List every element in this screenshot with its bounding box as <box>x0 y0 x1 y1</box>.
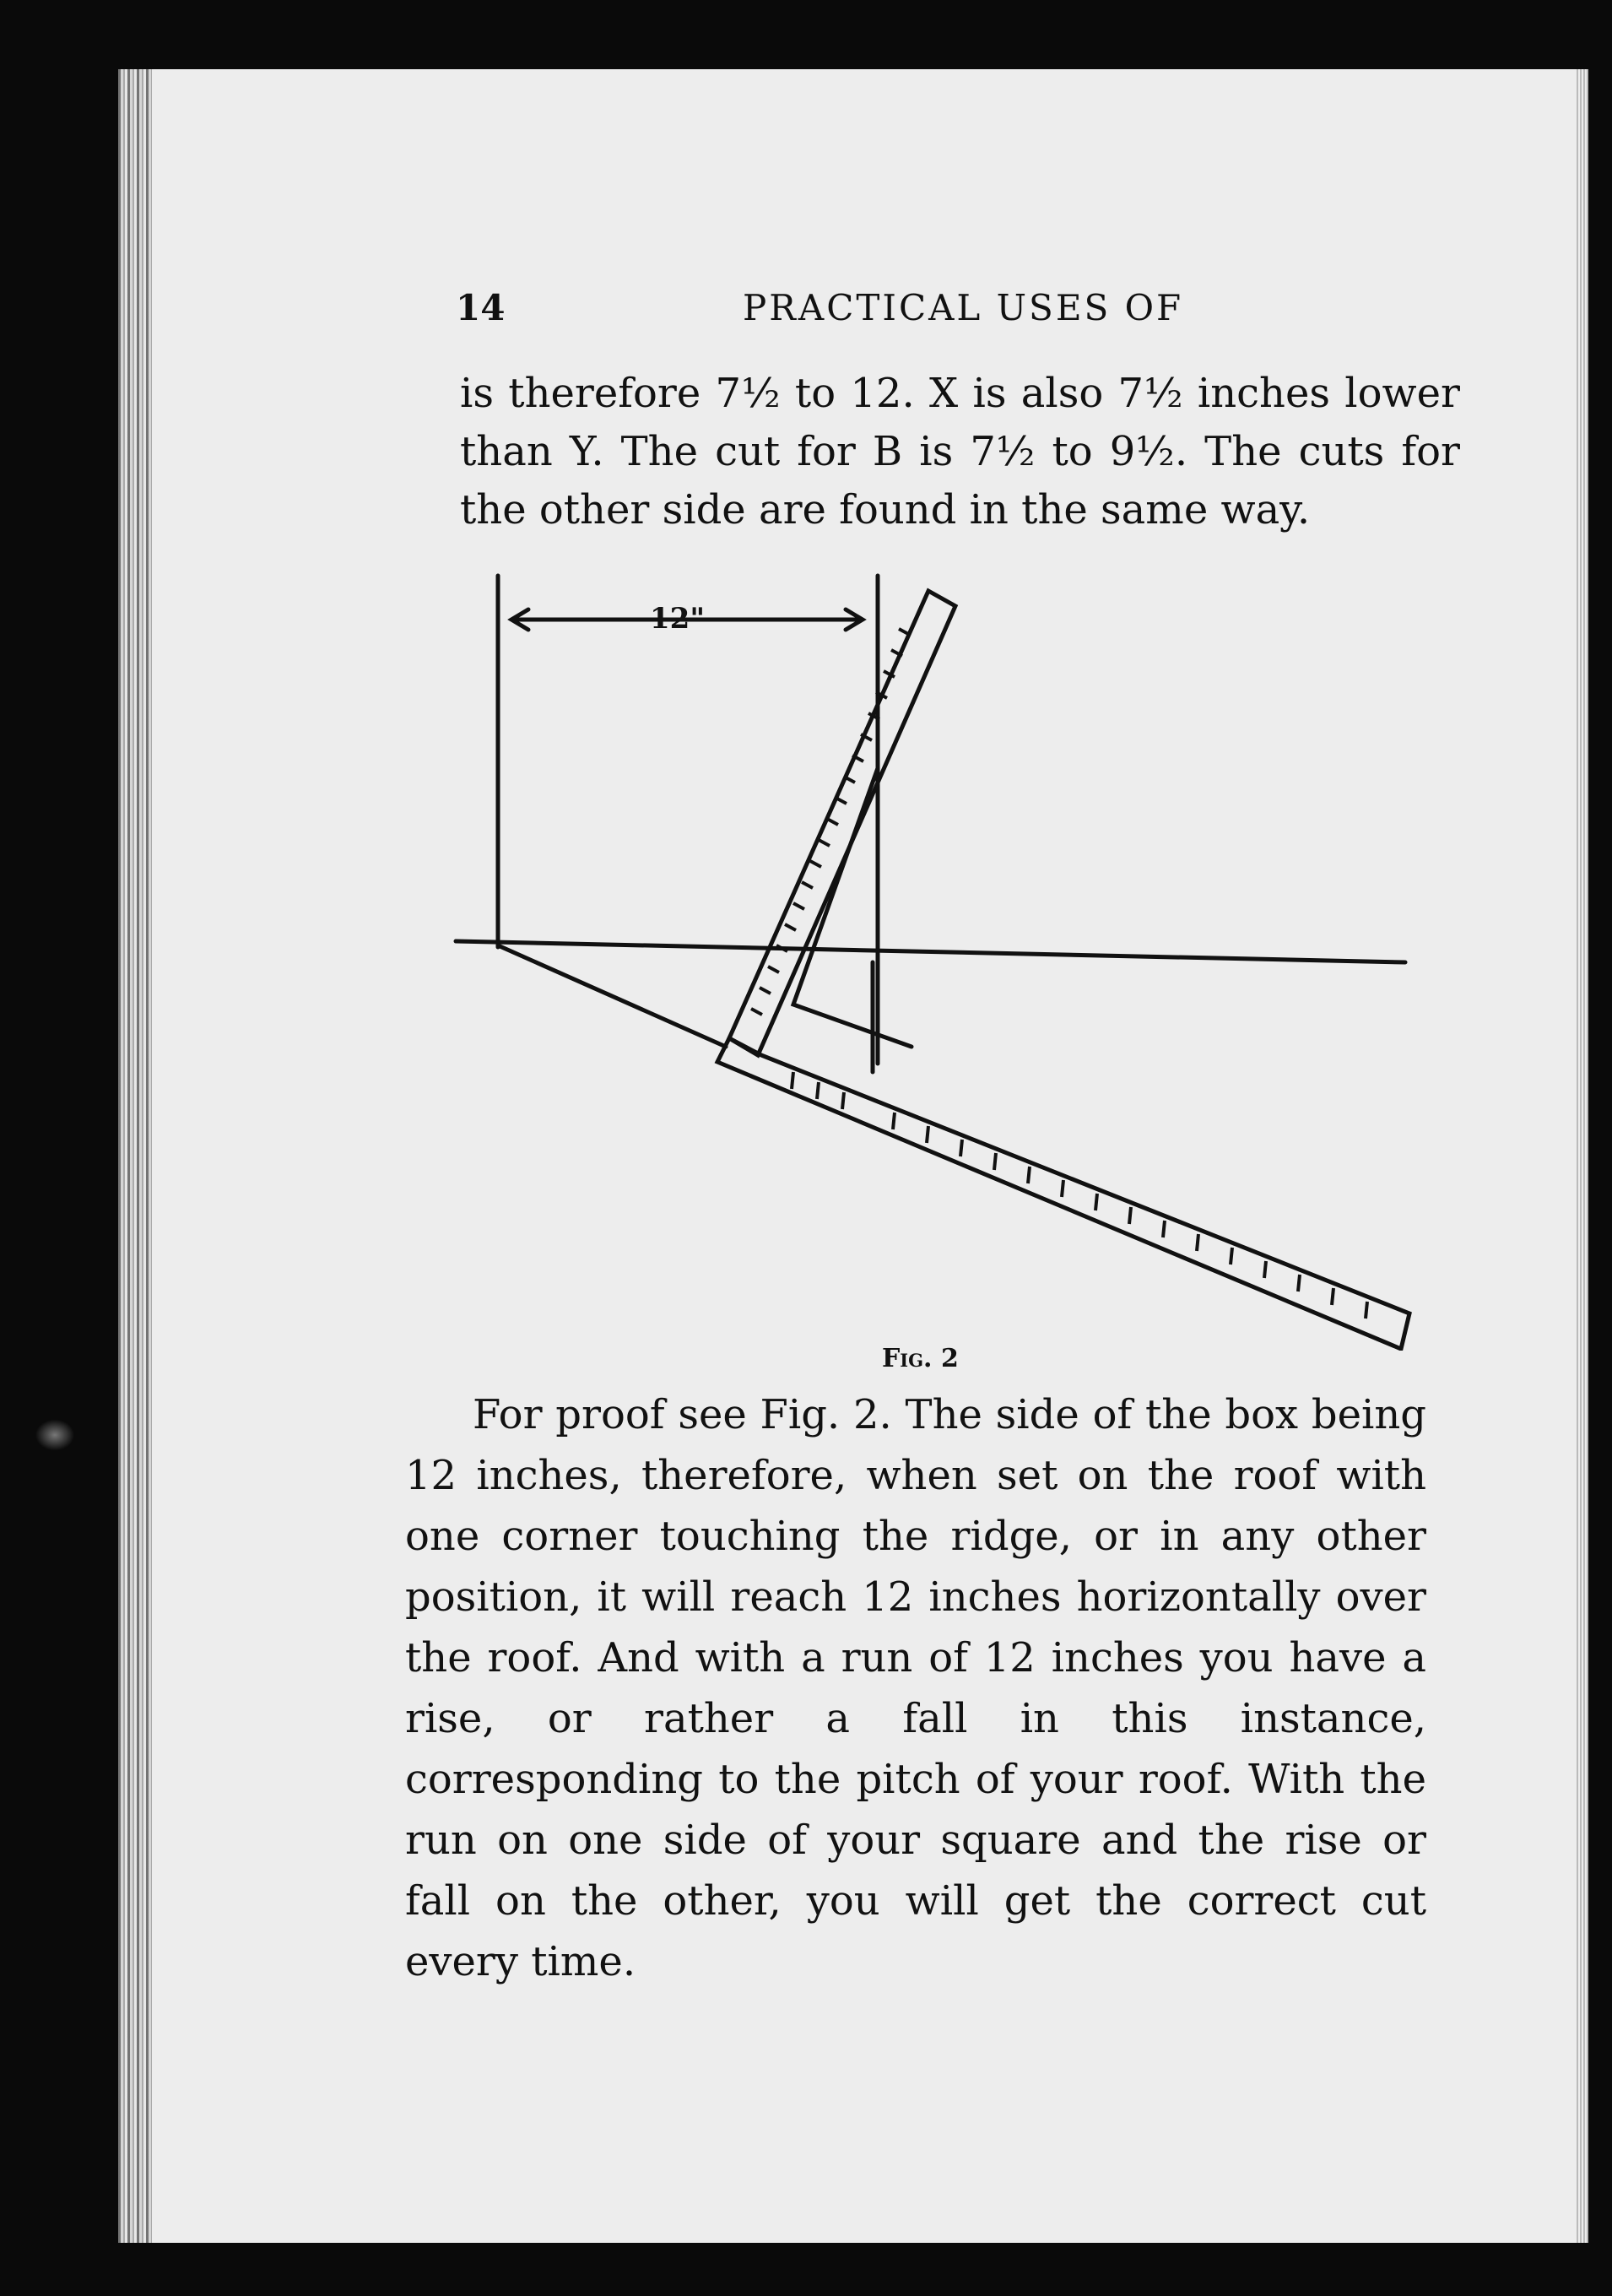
figure-caption: Fig. 2 <box>882 1344 959 1373</box>
paragraph-intro: is therefore 7½ to 12. X is also 7½ inches lower than Y. The cut for B is 7½ to 9½. The cuts for the other side are found in the same way. <box>460 370 1460 533</box>
page-header <box>456 287 1452 338</box>
dimension-label: 12" <box>650 602 706 636</box>
running-head: PRACTICAL USES OF <box>743 287 1184 328</box>
page-right-edge <box>1577 69 1588 2243</box>
horizontal-line <box>456 941 1405 962</box>
paragraph-proof: For proof see Fig. 2. The side of the box being 12 inches, therefore, when set on the roof with one corner touching the ridge, or in any other position, it will reach 12 inches horizontally over the roof. And with a run of 12 inches you have a rise, or rather a fall in this instance, corresponding to the pitch of your roof. With the run on one side of your square and the rise or fall on the other, you will get the correct cut every time. <box>405 1391 1426 1985</box>
scan-speck <box>34 1418 76 1452</box>
roof-line <box>498 945 726 1047</box>
square-tongue <box>729 591 955 1055</box>
scale-ticks <box>751 629 1367 1319</box>
page-number: 14 <box>456 287 506 328</box>
square-inner-edge <box>793 768 911 1047</box>
page-binding-edge <box>118 69 152 2243</box>
figure-2-diagram <box>439 566 1435 1351</box>
